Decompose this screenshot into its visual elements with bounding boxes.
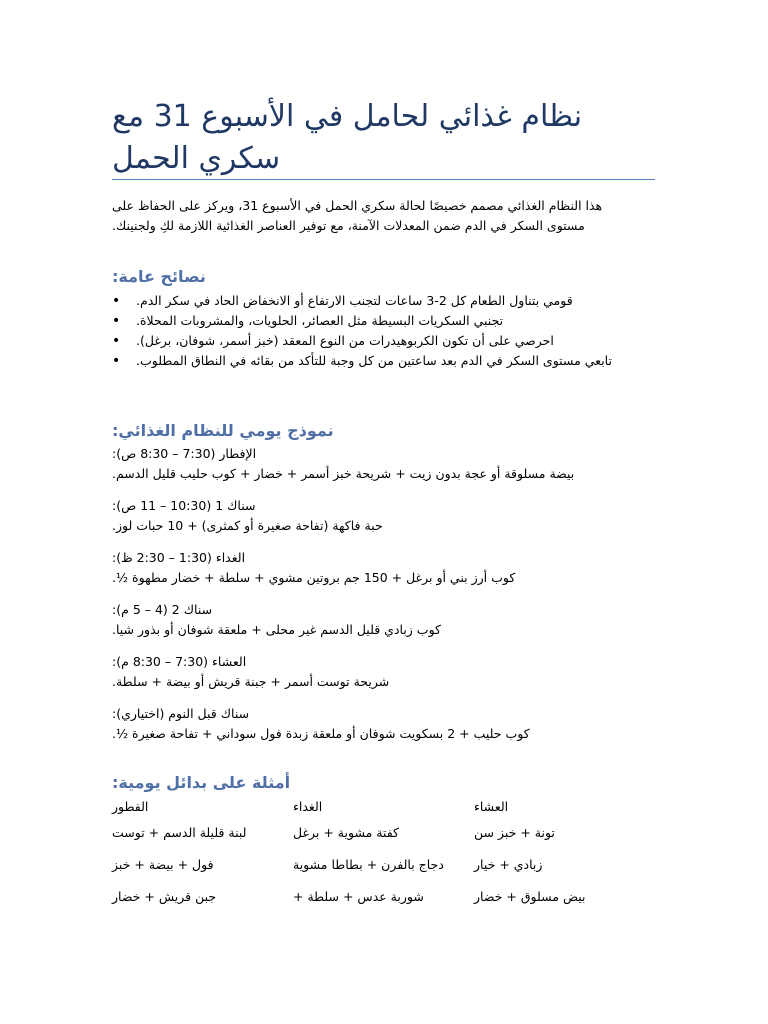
meal-name: الإفطار (7:30 – 8:30 ص): bbox=[112, 446, 257, 461]
column-header-lunch: الغداء bbox=[293, 799, 323, 814]
meal-content: كوب زبادي قليل الدسم غير محلى + ملعقة شوفان أو بذور شيا. bbox=[112, 622, 441, 637]
meal-content: كوب حليب + 2 بسكويت شوفان أو ملعقة زبدة فول سوداني + تفاحة صغيرة ½. bbox=[112, 726, 530, 741]
meal-content: حبة فاكهة (تفاحة صغيرة أو كمثرى) + 10 حبات لوز. bbox=[112, 518, 383, 533]
meal-bedtime-snack bbox=[112, 704, 655, 744]
table-cell: زبادي + خيار bbox=[474, 857, 543, 872]
table-cell: بيض مسلوق + خضار bbox=[474, 889, 586, 904]
intro-line-1: هذا النظام الغذائي مصمم خصيصًا لحالة سكري الحمل في الأسبوع 31، ويركز على الحفاظ على bbox=[112, 198, 603, 213]
table-row bbox=[112, 887, 655, 919]
table-cell: لبنة قليلة الدسم + توست bbox=[112, 825, 247, 840]
tips-heading: نصائح عامة: bbox=[112, 267, 206, 286]
table-cell: جبن قريش + خضار bbox=[112, 889, 217, 904]
table-row bbox=[112, 855, 655, 887]
table-cell: دجاج بالفرن + بطاطا مشوية bbox=[293, 857, 444, 872]
meal-snack-1 bbox=[112, 496, 655, 536]
meal-snack-2 bbox=[112, 600, 655, 640]
intro-paragraph bbox=[112, 196, 655, 236]
column-header-dinner: العشاء bbox=[474, 799, 509, 814]
alternatives-table bbox=[112, 797, 655, 919]
list-item: • تابعي مستوى السكر في الدم بعد ساعتين من كل وجبة للتأكد من بقائه في النطاق المطلوب. bbox=[112, 353, 612, 369]
meal-content: بيضة مسلوقة أو عجة بدون زيت + شريحة خبز أسمر + خضار + كوب حليب قليل الدسم. bbox=[112, 466, 575, 481]
table-cell: كفتة مشوية + برغل bbox=[293, 825, 400, 840]
meal-breakfast bbox=[112, 444, 655, 484]
meal-content: شريحة توست أسمر + جبنة قريش أو بيضة + سلطة. bbox=[112, 674, 390, 689]
table-cell: تونة + خبز سن bbox=[474, 825, 555, 840]
list-item: • قومي بتناول الطعام كل 2-3 ساعات لتجنب الارتفاع أو الانخفاض الحاد في سكر الدم. bbox=[112, 293, 573, 309]
table-cell: فول + بيضة + خبز bbox=[112, 857, 214, 872]
table-cell: شوربة عدس + سلطة + bbox=[293, 889, 424, 904]
alternatives-heading: أمثلة على بدائل يومية: bbox=[112, 773, 291, 792]
tips-list bbox=[112, 291, 655, 371]
daily-plan-heading: نموذج يومي للنظام الغذائي: bbox=[112, 421, 334, 440]
bullet-icon: • bbox=[112, 313, 121, 329]
table-row bbox=[112, 823, 655, 855]
intro-line-2: مستوى السكر في الدم ضمن المعدلات الآمنة، مع توفير العناصر الغذائية اللازمة لكِ ولجنينك. bbox=[112, 218, 585, 233]
meal-content: كوب أرز بني أو برغل + 150 جم بروتين مشوي + سلطة + خضار مطهوة ½. bbox=[112, 570, 516, 585]
meal-name: سناك 2 (4 – 5 م): bbox=[112, 602, 213, 617]
table-header-row bbox=[112, 797, 655, 823]
meal-name: الغداء (1:30 – 2:30 ظ): bbox=[112, 550, 246, 565]
meal-dinner bbox=[112, 652, 655, 692]
page-title: نظام غذائي لحامل في الأسبوع 31 مع سكري الحمل bbox=[112, 99, 583, 176]
bullet-icon: • bbox=[112, 333, 121, 349]
meal-lunch bbox=[112, 548, 655, 588]
list-item: • احرصي على أن تكون الكربوهيدرات من النوع المعقد (خبز أسمر، شوفان، برغل). bbox=[112, 333, 554, 349]
column-header-breakfast: الفطور bbox=[112, 799, 149, 814]
list-item: • تجنبي السكريات البسيطة مثل العصائر، الحلويات، والمشروبات المحلاة. bbox=[112, 313, 504, 329]
title-underline bbox=[112, 179, 655, 180]
bullet-icon: • bbox=[112, 293, 121, 309]
meal-name: سناك قبل النوم (اختياري): bbox=[112, 706, 250, 721]
meal-name: العشاء (7:30 – 8:30 م): bbox=[112, 654, 247, 669]
meal-name: سناك 1 (10:30 – 11 ص): bbox=[112, 498, 256, 513]
bullet-icon: • bbox=[112, 353, 121, 369]
